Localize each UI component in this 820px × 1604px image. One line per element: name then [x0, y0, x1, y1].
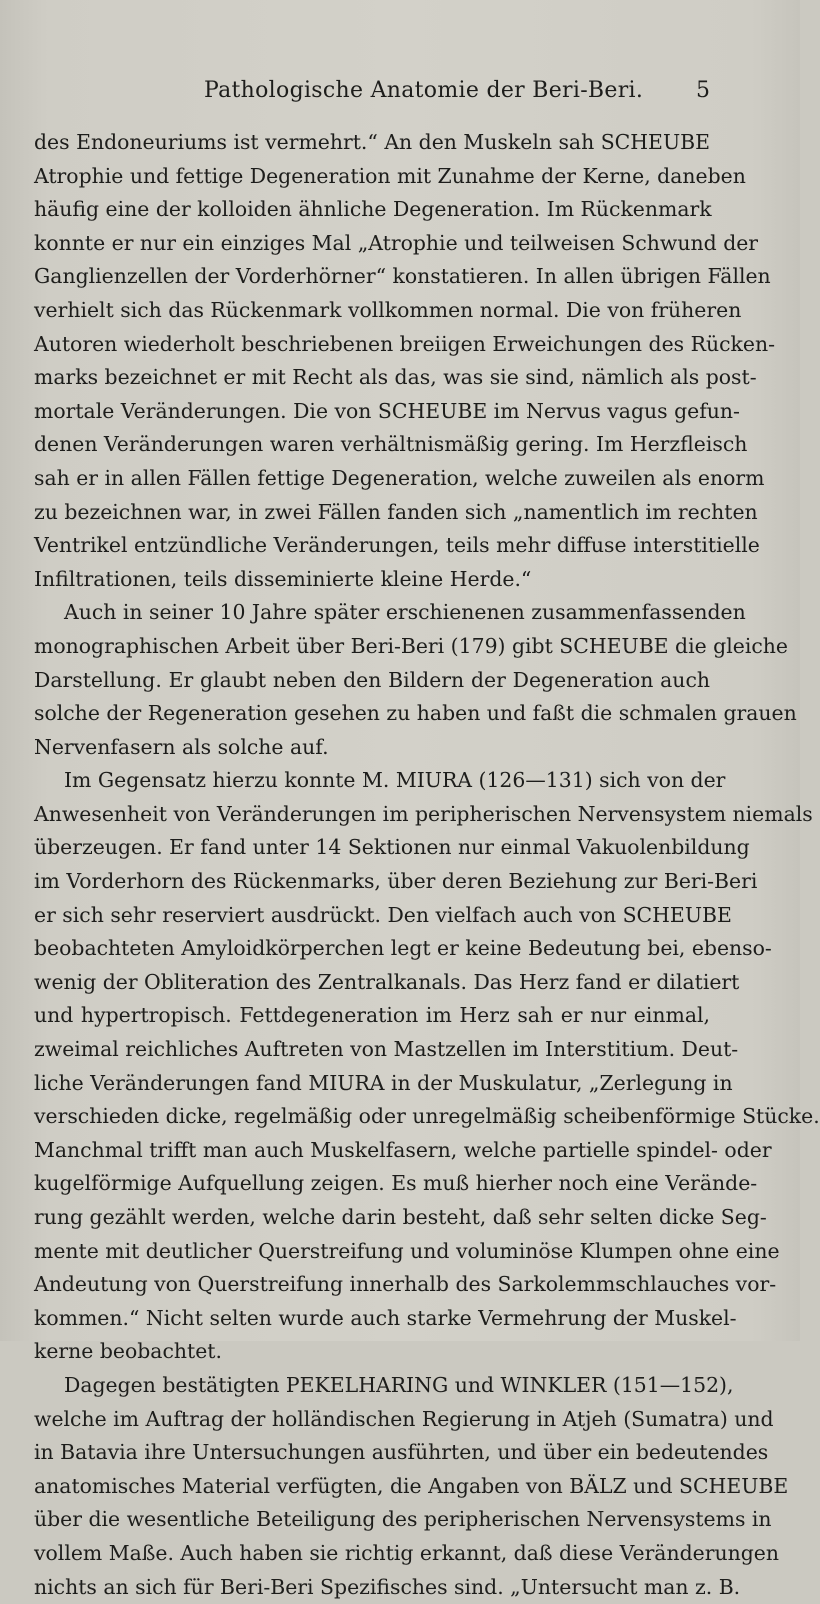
text-line: des Endoneuriums ist vermehrt.“ An den Muskeln sah SCHEUBE: [34, 130, 710, 154]
text-line: mente mit deutlicher Querstreifung und voluminöse Klumpen ohne eine: [34, 1238, 780, 1263]
body-text: [34, 126, 820, 1604]
text-line: Dagegen bestätigten PEKELHARING und WINKLER (151—152),: [64, 1372, 734, 1397]
text-line: nichts an sich für Beri-Beri Spezifisches sind. „Untersucht man z. B.: [34, 1574, 741, 1599]
text-line: in Batavia ihre Untersuchungen ausführten, und über ein bedeutendes: [34, 1440, 769, 1465]
text-line: Ganglienzellen der Vorderhörner“ konstatieren. In allen übrigen Fällen: [34, 264, 771, 289]
running-title: Pathologische Anatomie der Beri-Beri.: [204, 78, 644, 103]
text-line: Auch in seiner 10 Jahre später erschienenen zusammenfassenden: [64, 600, 746, 625]
text-line: beobachteten Amyloidkörperchen legt er keine Bedeutung bei, ebenso-: [34, 936, 772, 961]
text-line: sah er in allen Fällen fettige Degeneration, welche zuweilen als enorm: [34, 465, 765, 490]
text-line: kugelförmige Aufquellung zeigen. Es muß hierher noch eine Verände-: [34, 1171, 758, 1196]
text-line: monographischen Arbeit über Beri-Beri (179) gibt SCHEUBE die gleiche: [34, 633, 788, 658]
text-line: über die wesentliche Beteiligung des peripherischen Nervensystems in: [34, 1507, 772, 1532]
page-number: 5: [696, 78, 710, 103]
text-line: solche der Regeneration gesehen zu haben und faßt die schmalen grauen: [34, 701, 797, 726]
text-line: Autoren wiederholt beschriebenen breiigen Erweichungen des Rücken-: [34, 331, 775, 356]
text-line: Manchmal trifft man auch Muskelfasern, welche partielle spindel- oder: [34, 1137, 772, 1162]
text-line: Darstellung. Er glaubt neben den Bildern der Degeneration auch: [34, 667, 710, 692]
text-line: Atrophie und fettige Degeneration mit Zunahme der Kerne, daneben: [34, 163, 746, 188]
text-line: überzeugen. Er fand unter 14 Sektionen nur einmal Vakuolenbildung: [34, 835, 750, 860]
text-line: liche Veränderungen fand MIURA in der Muskulatur, „Zerlegung in: [34, 1070, 733, 1095]
text-line: Andeutung von Querstreifung innerhalb des Sarkolemmschlauches vor-: [34, 1272, 777, 1297]
page-header: [34, 78, 710, 118]
text-line: marks bezeichnet er mit Recht als das, was sie sind, nämlich als post-: [34, 365, 757, 390]
text-line: Im Gegensatz hierzu konnte M. MIURA (126—131) sich von der: [64, 768, 726, 793]
text-line: häufig eine der kolloiden ähnliche Degeneration. Im Rückenmark: [34, 197, 712, 222]
text-line: anatomisches Material verfügten, die Angaben von BÄLZ und SCHEUBE: [34, 1473, 789, 1498]
text-line: rung gezählt werden, welche darin besteht, daß sehr selten dicke Seg-: [34, 1205, 767, 1229]
text-line: Anwesenheit von Veränderungen im peripherischen Nervensystem niemals: [34, 801, 813, 826]
text-line: er sich sehr reserviert ausdrückt. Den vielfach auch von SCHEUBE: [34, 902, 732, 927]
text-line: Nervenfasern als solche auf.: [34, 734, 329, 759]
text-line: zu bezeichnen war, in zwei Fällen fanden sich „namentlich im rechten: [34, 499, 758, 524]
text-line: Infiltrationen, teils disseminierte kleine Herde.“: [34, 566, 532, 591]
text-line: welche im Auftrag der holländischen Regierung in Atjeh (Sumatra) und: [34, 1406, 774, 1431]
text-line: wenig der Obliteration des Zentralkanals. Das Herz fand er dilatiert: [34, 969, 740, 994]
text-line: denen Veränderungen waren verhältnismäßig gering. Im Herzfleisch: [34, 432, 748, 457]
text-line: im Vorderhorn des Rückenmarks, über deren Beziehung zur Beri-Beri: [34, 869, 758, 894]
text-line: konnte er nur ein einziges Mal „Atrophie und teilweisen Schwund der: [34, 230, 759, 255]
text-line: verhielt sich das Rückenmark vollkommen normal. Die von früheren: [34, 297, 742, 322]
text-line: und hypertropisch. Fettdegeneration im Herz sah er nur einmal,: [34, 1003, 710, 1028]
text-line: Ventrikel entzündliche Veränderungen, teils mehr diffuse interstitielle: [34, 533, 760, 558]
text-line: verschieden dicke, regelmäßig oder unregelmäßig scheibenförmige Stücke.: [34, 1104, 820, 1129]
text-line: mortale Veränderungen. Die von SCHEUBE im Nervus vagus gefun-: [34, 398, 740, 423]
text-line: kerne beobachtet.: [34, 1339, 222, 1364]
text-line: vollem Maße. Auch haben sie richtig erkannt, daß diese Veränderungen: [34, 1540, 779, 1565]
text-line: zweimal reichliches Auftreten von Mastzellen im Interstitium. Deut-: [34, 1037, 739, 1062]
text-line: kommen.“ Nicht selten wurde auch starke Vermehrung der Muskel-: [34, 1305, 737, 1330]
